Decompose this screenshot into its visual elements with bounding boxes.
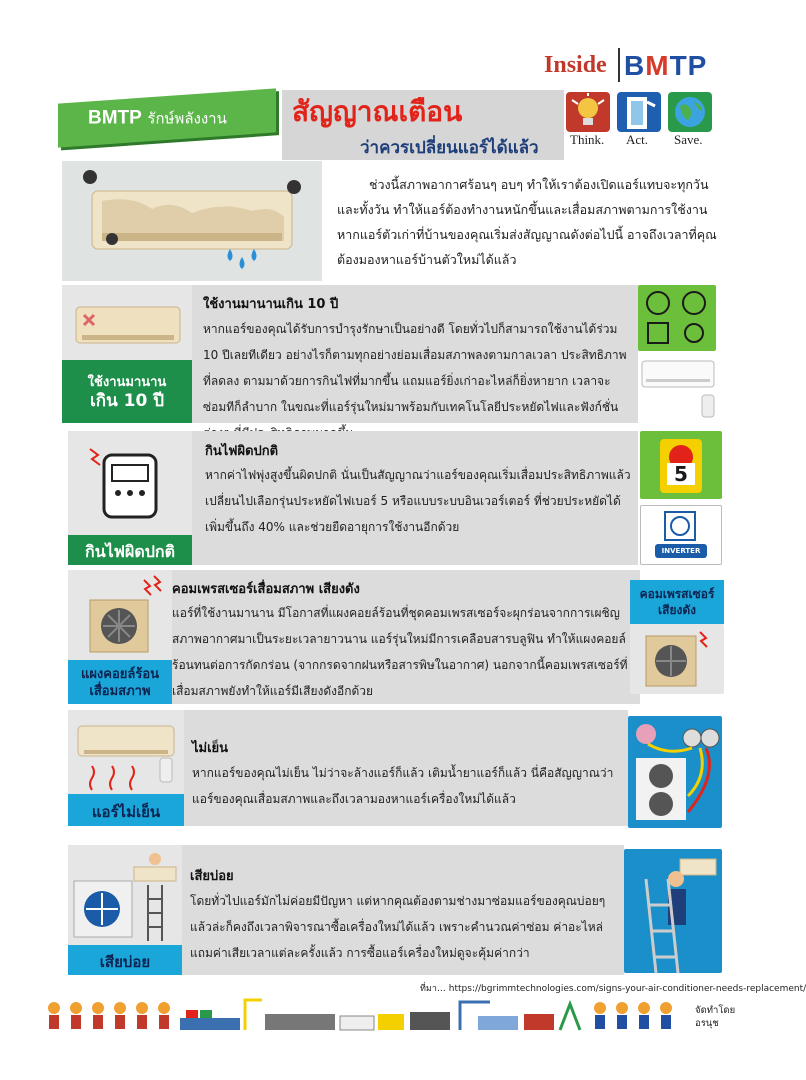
section-old-age-body: หากแอร์ของคุณได้รับการบำรุงรักษาเป็นอย่างดี โดยทั่วไปก็สามารถใช้งานได้ร่วม 10 ปีเลยทีเดียว อย่างไรก็ตามทุกอย่างย่อมเสื่อมสภาพลงตามกาลเวลา ประสิทธิภาพที่ลดลง ตามมาด้วยการกินไฟที่มากขึ้น แถมแอร์ยิ่งเก่าอะไหล่ก็ยิ่งหายาก เวลาจะซ่อมทีก็ลำบาก ในขณะที่แอร์รุ่นใหม่มาพร้อมกับเทคโนโลยีประหยัดไฟและฟังก์ชั่น — [203, 322, 627, 414]
section-old-age-title: ใช้งานมานานเกิน 10 ปี — [203, 297, 339, 312]
section-old-age-label — [62, 360, 192, 423]
section-frequent-repair-body: โดยทั่วไปแอร์มักไม่ค่อยมีปัญหา แต่หากคุณต้องตามช่างมาซ่อมแอร์ของคุณบ่อยๆ แล้วล่ะก็คงถึงเวลาพิจารณาซื้อเครื่องใหม่ได้แล้ว เพราะคำนวณค่าซ่อม ค่าอะไหล่ แถมค่าเสียเวลาแต่ละครั้งแล้ว การซื้อแอร์เครื่องใหม่ดูจะคุ้มค่ากว่า — [190, 894, 606, 960]
section-not-cold-label: แอร์ไม่เย็น — [68, 794, 184, 826]
section-noise-label — [630, 580, 724, 624]
intro-paragraph: ช่วงนี้สภาพอากาศร้อนๆ อบๆ ทำให้เราต้องเปิดแอร์แทบจะทุกวัน และทั้งวัน ทำให้แอร์ต้องทำงานหนักขึ้นและเสื่อมสภาพตามการใช้งาน หากแอร์ตัวเก่าที่บ้านของคุณเริ่มส่งสัญญาณดังต่อไปนี้ อาจถึงเวลาที่คุณต้องมองหาแอร์บ้านตัวใหม่ได้แล้ว — [337, 177, 717, 267]
ac-parts-icon — [638, 285, 716, 351]
section-not-cold-body: หากแอร์ของคุณไม่เย็น ไม่ว่าจะล้างแอร์ก็แล้ว เติมน้ำยาแอร์ก็แล้ว นี่คือสัญญาณว่าแอร์ของคุณเสื่อมสภาพและถึงเวลามองหาแอร์เครื่องใหม่ได้แล้ว — [192, 766, 614, 806]
repair-ac-image — [68, 845, 182, 945]
tag-caption: รักษ์พลังงาน — [147, 109, 227, 128]
badge-number: 5 — [674, 462, 688, 486]
section-power-body: หากค่าไฟพุ่งสูงขึ้นผิดปกติ นั่นเป็นสัญญาณว่าแอร์ของคุณเริ่มเสื่อมประสิทธิภาพแล้ว เปลี่ยนไปเลือกรุ่นประหยัดไฟเบอร์ 5 หรือแบบระบบอินเวอร์เตอร์ ที่ช่วยประหยัดได้เพิ่มขึ้นถึง 40% และช่วยยืดอายุการใช้งานอีกด้วย — [205, 468, 631, 534]
label-line-1: ใช้งานมานาน — [87, 375, 167, 390]
energy-label-5-badge — [640, 431, 722, 499]
lightbulb-icon — [566, 92, 610, 132]
worker-figures-right — [594, 1002, 672, 1029]
section-power-title: กินไฟผิดปกติ — [205, 444, 279, 459]
refrigerant-gauge-image — [628, 716, 722, 828]
logo-bmtp-text — [624, 50, 707, 82]
section-not-cold-title: ไม่เย็น — [192, 741, 229, 756]
section-frequent-repair-title: เสียบ่อย — [190, 869, 234, 884]
source-link[interactable]: ที่มา… https://bgrimmtechnologies.com/signs-your-air-conditioner-needs-replacement/ — [420, 984, 806, 994]
author-credit — [695, 1004, 735, 1030]
think-label: Think. — [570, 132, 605, 147]
technician-ladder-image — [624, 849, 722, 973]
dirty-air-conditioner-image — [62, 161, 322, 281]
noise-label-line-1: คอมเพรสเซอร์ — [639, 587, 715, 601]
inverter-badge — [640, 505, 722, 565]
tag-text — [88, 107, 227, 131]
worker-figures — [48, 1002, 170, 1029]
page-subtitle: ว่าควรเปลี่ยนแอร์ได้แล้ว — [360, 138, 539, 158]
section-coil-label — [68, 660, 172, 704]
section-power-label: กินไฟผิดปกติ — [68, 535, 192, 565]
section-compressor-body: แอร์ที่ใช้งานมานาน มีโอกาสที่แผงคอยล์ร้อนที่ชุดคอมเพรสเซอร์จะผุกร่อนจากการเผชิญสภาพอากาศมาเป็นระยะเวลายาวนาน แอร์รุ่นใหม่มีการเคลือบสารบลูฟิน ทำให้แผงคอยล์ร้อนทนต่อการกัดกร่อน (จากกรดจากฝนหรือสารพิษในอากาศ) นอกจากนี้คอมเพรสเซอร์ที่เสื่อมสภาพยังทำให้แอร์มีเสียงดังอีกด้วย — [172, 606, 628, 698]
think-act-save-icons — [566, 92, 716, 148]
inside-bmtp-logo — [540, 42, 725, 90]
author-label: จัดทำโดย — [695, 1005, 736, 1016]
rusted-condenser-image — [68, 570, 172, 660]
label-line-2: เกิน 10 ปี — [89, 391, 164, 411]
page-title: สัญญาณเตือน — [292, 95, 463, 128]
electric-meter-image — [68, 431, 192, 535]
inverter-text: INVERTER — [655, 544, 707, 558]
tag-brand: BMTP — [88, 107, 142, 129]
section-frequent-repair-label: เสียบ่อย — [68, 945, 182, 975]
warm-ac-image — [68, 710, 184, 794]
save-label: Save. — [674, 132, 703, 147]
footer-illustration-strip — [40, 994, 690, 1034]
logo-divider — [618, 48, 620, 82]
logo-tp: TP — [669, 50, 708, 81]
logo-inside-text: Inside — [544, 52, 607, 78]
port-logistics-scene — [180, 1000, 580, 1030]
new-ac-remote-image — [638, 351, 718, 423]
act-label: Act. — [626, 132, 649, 147]
logo-m: M — [645, 50, 670, 81]
door-switch-icon — [617, 92, 661, 132]
coil-label-line-2: เสื่อมสภาพ — [89, 684, 151, 699]
noisy-compressor-image — [630, 624, 724, 694]
globe-icon — [668, 92, 712, 132]
noise-label-line-2: เสียงดัง — [658, 603, 696, 617]
section-compressor-title: คอมเพรสเซอร์เสื่อมสภาพ เสียงดัง — [172, 582, 360, 597]
logo-b: B — [624, 50, 646, 81]
coil-label-line-1: แผงคอยล์ร้อน — [80, 667, 160, 682]
bmtp-energy-tag — [58, 88, 276, 147]
author-name: อรนุช — [695, 1018, 719, 1029]
